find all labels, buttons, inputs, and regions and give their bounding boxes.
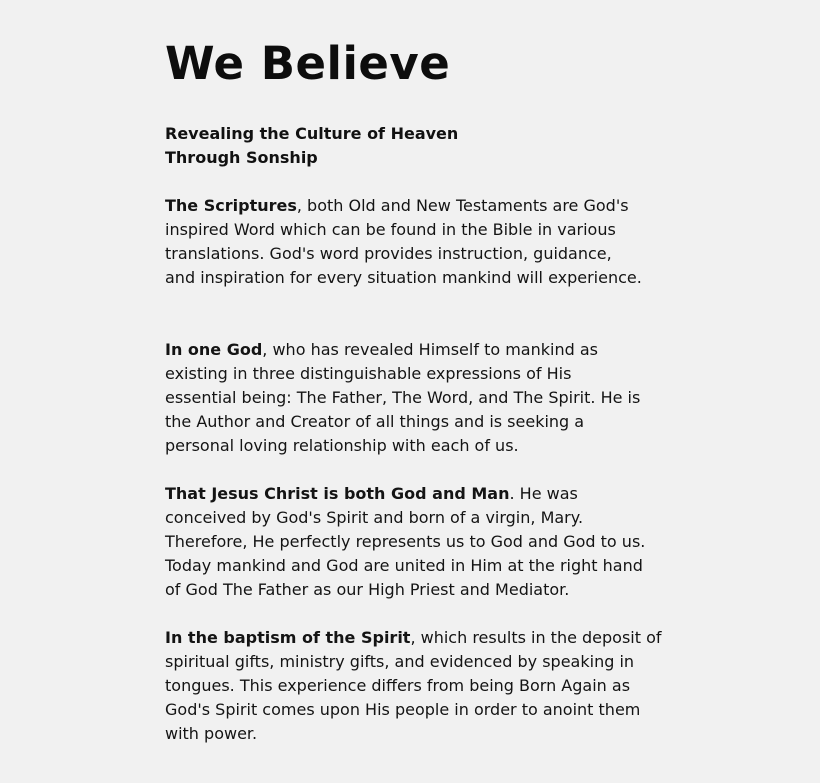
paragraph-body: . He was conceived by God's Spirit and born of a virgin, Mary. Therefore, He perfectly represents us to God and God to us. Today mankind and God are united in Him at the right hand of God The Father as our High Priest and Mediator.	[165, 484, 646, 599]
subtitle	[165, 122, 665, 170]
paragraph-lead: That Jesus Christ is both God and Man	[165, 484, 510, 503]
content-column	[165, 36, 665, 743]
paragraph-body: , who has revealed Himself to mankind as existing in three distinguishable expressions of His essential being: The Father, The Word, and The Spirit. He is the Author and Creator of all things and is seeking a personal loving relationship with each of us.	[165, 340, 641, 455]
subtitle-line-2: Through Sonship	[165, 148, 318, 167]
subtitle-line-1: Revealing the Culture of Heaven	[165, 124, 459, 143]
paragraph-lead: In one God	[165, 340, 263, 359]
page-title: We Believe	[165, 37, 451, 90]
paragraph-lead: In the baptism of the Spirit	[165, 628, 411, 647]
paragraph-one-god	[165, 338, 645, 458]
paragraph-lead: The Scriptures	[165, 196, 297, 215]
paragraph-body: , which results in the deposit of spiritual gifts, ministry gifts, and evidenced by speaking in tongues. This experience differs from being Born Again as God's Spirit comes upon His people in order to anoint them with power.	[165, 628, 662, 743]
paragraph-scriptures	[165, 194, 645, 290]
paragraph-jesus-christ	[165, 482, 655, 602]
paragraph-baptism-spirit	[165, 626, 665, 746]
paragraph-body: , both Old and New Testaments are God's inspired Word which can be found in the Bible in various translations. God's word provides instruction, guidance, and inspiration for every situation mankind will experience.	[165, 196, 642, 287]
